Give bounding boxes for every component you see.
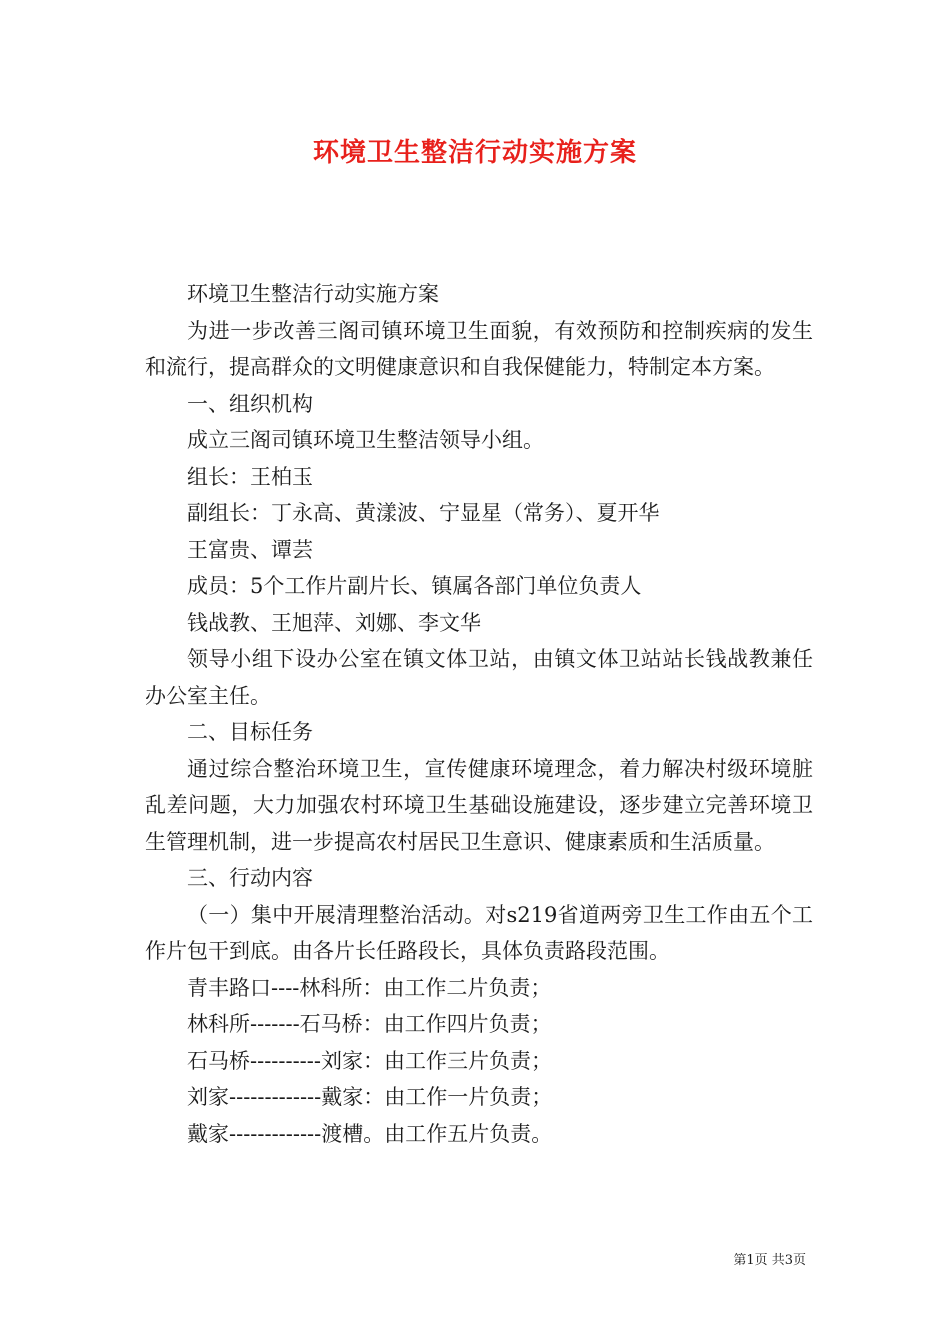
route-item: 石马桥----------刘家：由工作三片负责； bbox=[187, 1048, 552, 1073]
paragraph-members: 成员：5个工作片副片长、镇属各部门单位负责人 bbox=[187, 574, 642, 598]
paragraph-deputy-leaders-cont: 王富贵、谭芸 bbox=[187, 537, 313, 562]
document-title: 环境卫生整洁行动实施方案 bbox=[312, 138, 637, 168]
section-heading-organization: 一、组织机构 bbox=[187, 391, 313, 416]
route-item: 林科所-------石马桥：由工作四片负责； bbox=[187, 1012, 552, 1036]
paragraph-goals: 通过综合整治环境卫生，宣传健康环境理念，着力解决村级环境脏乱差问题，大力加强农村环境卫生基础设施建设，逐步建立完善环境卫生管理机制，进一步提高农村居民卫生意识、健康素质和生活质量。 bbox=[145, 756, 813, 854]
route-item: 刘家-------------戴家：由工作一片负责； bbox=[187, 1085, 553, 1109]
route-item: 戴家-------------渡槽。由工作五片负责。 bbox=[187, 1121, 553, 1146]
paragraph-office: 领导小组下设办公室在镇文体卫站，由镇文体卫站站长钱战教兼任办公室主任。 bbox=[145, 647, 813, 708]
paragraph-members-cont: 钱战教、王旭萍、刘娜、李文华 bbox=[187, 610, 481, 635]
paragraph-group-leader: 组长：王柏玉 bbox=[187, 464, 313, 489]
paragraph-heading-repeat: 环境卫生整洁行动实施方案 bbox=[187, 282, 439, 306]
section-heading-actions: 三、行动内容 bbox=[187, 866, 313, 890]
paragraph-establish-group: 成立三阁司镇环境卫生整洁领导小组。 bbox=[187, 428, 544, 452]
paragraph-action-one: （一）集中开展清理整治活动。对s219省道两旁卫生工作由五个工作片包干到底。由各片长任路段长，具体负责路段范围。 bbox=[145, 902, 813, 963]
paragraph-intro: 为进一步改善三阁司镇环境卫生面貌，有效预防和控制疾病的发生和流行，提高群众的文明健康意识和自我保健能力，特制定本方案。 bbox=[145, 318, 813, 379]
document-body bbox=[145, 276, 813, 1152]
page-number-footer: 第1页 共3页 bbox=[733, 1253, 806, 1268]
paragraph-deputy-leaders: 副组长：丁永高、黄漾波、宁显星（常务）、夏开华 bbox=[187, 501, 660, 525]
section-heading-goals: 二、目标任务 bbox=[187, 720, 313, 744]
route-item: 青丰路口----林科所：由工作二片负责； bbox=[187, 975, 552, 1000]
